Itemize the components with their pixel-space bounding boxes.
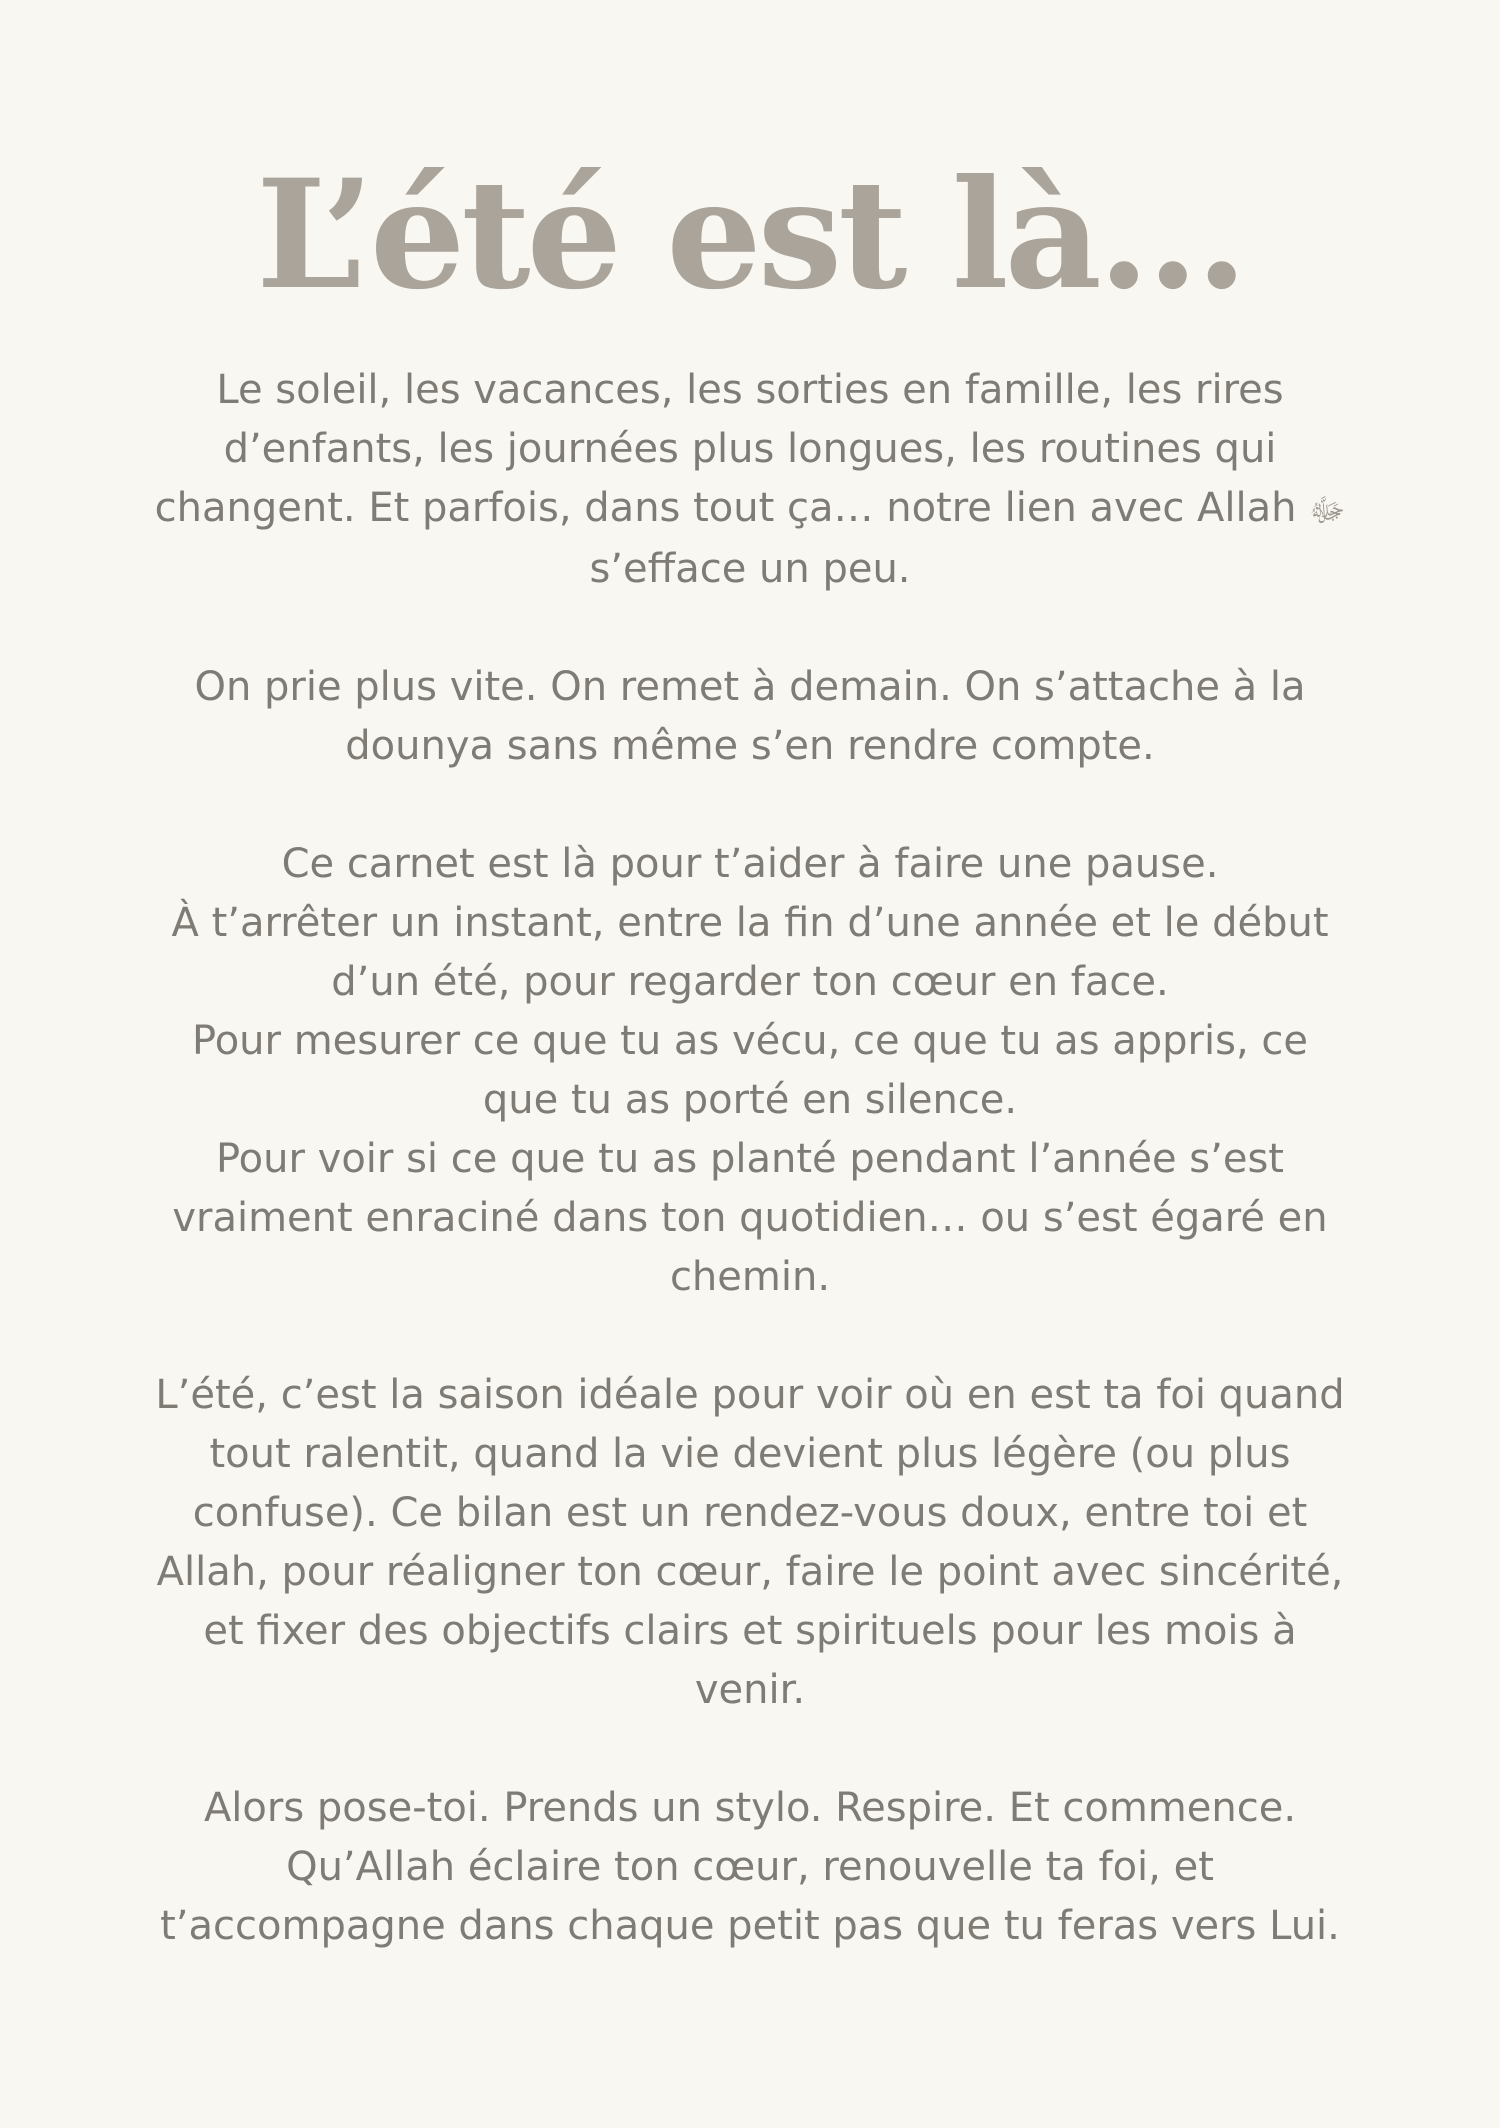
text-line: Qu’Allah éclaire ton cœur, renouvelle ta foi, et (286, 1844, 1214, 1890)
text-line: À t’arrêter un instant, entre la fin d’une année et le début (171, 900, 1329, 946)
text-line: que tu as porté en silence. (482, 1077, 1018, 1123)
text-line: t’accompagne dans chaque petit pas que tu feras vers Lui. (160, 1903, 1340, 1949)
paragraph-summer (110, 1366, 1390, 1720)
text-line: dounya sans même s’en rendre compte. (345, 723, 1155, 769)
text-line: L’été, c’est la saison idéale pour voir où en est ta foi quand (155, 1372, 1345, 1418)
paragraph-intro (110, 361, 1390, 599)
text-line: Pour voir si ce que tu as planté pendant l’année s’est (215, 1136, 1284, 1182)
text-line: chemin. (669, 1254, 831, 1300)
text-line (110, 479, 1390, 540)
honorific-glyph: ﷻ (1309, 491, 1346, 529)
text-line: vraiment enraciné dans ton quotidien… ou s’est égaré en (172, 1195, 1328, 1241)
text-line: et fixer des objectifs clairs et spirituels pour les mois à (203, 1608, 1297, 1654)
paragraph-closing (110, 1779, 1390, 1956)
text-line: d’enfants, les journées plus longues, les routines qui (223, 426, 1277, 472)
paragraph-notebook (110, 835, 1390, 1307)
text-line: confuse). Ce bilan est un rendez-vous doux, entre toi et (192, 1490, 1308, 1536)
paragraph-prayer (110, 658, 1390, 776)
body-text (110, 361, 1390, 2015)
text-line: Alors pose-toi. Prends un stylo. Respire. Et commence. (203, 1785, 1297, 1831)
text-line: Allah, pour réaligner ton cœur, faire le point avec sincérité, (156, 1549, 1344, 1595)
text-line: On prie plus vite. On remet à demain. On s’attache à la (194, 664, 1306, 710)
text-line: venir. (694, 1667, 806, 1713)
text-line: s’efface un peu. (589, 546, 911, 592)
text-line: tout ralentit, quand la vie devient plus légère (ou plus (209, 1431, 1291, 1477)
text-line-content: changent. Et parfois, dans tout ça… notre lien avec Allah (154, 485, 1297, 531)
text-line: Pour mesurer ce que tu as vécu, ce que tu as appris, ce (192, 1018, 1308, 1064)
text-line: Le soleil, les vacances, les sorties en famille, les rires (216, 367, 1284, 413)
text-line: Ce carnet est là pour t’aider à faire une pause. (281, 841, 1219, 887)
page-title: L’été est là… (256, 147, 1244, 323)
text-line: d’un été, pour regarder ton cœur en face. (331, 959, 1169, 1005)
